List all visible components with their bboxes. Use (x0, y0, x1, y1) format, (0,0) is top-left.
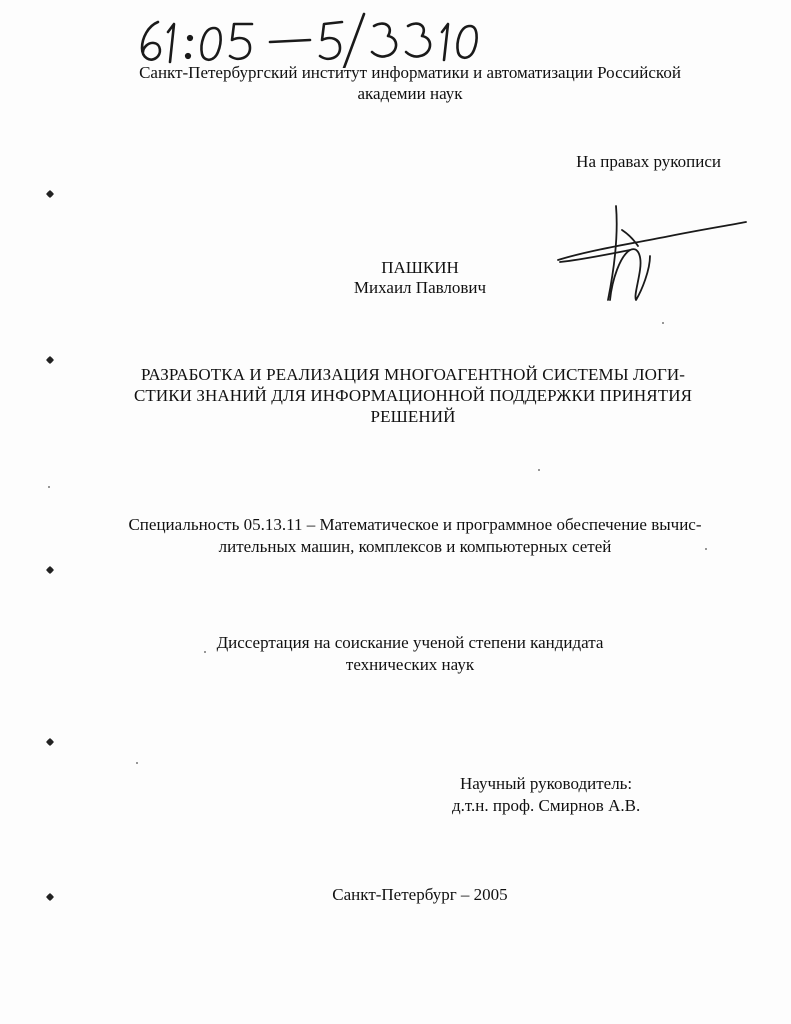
institute-name (100, 62, 720, 104)
advisor-name: д.т.н. проф. Смирнов А.В. (452, 796, 641, 815)
scan-speck (705, 548, 707, 550)
title-line-3: РЕШЕНИЙ (370, 407, 456, 426)
advisor-label: Научный руководитель: (460, 774, 633, 793)
scan-speck (538, 469, 540, 471)
manuscript-rights-note: На правах рукописи (576, 152, 721, 171)
punch-hole-mark-icon (44, 187, 56, 199)
punch-hole-mark-icon (44, 563, 56, 575)
degree-line-1: Диссертация на соискание ученой степени кандидата (216, 633, 604, 652)
city-and-year: Санкт-Петербург – 2005 (332, 885, 508, 904)
punch-hole-mark-icon (44, 890, 56, 902)
author-surname: ПАШКИН (381, 258, 459, 277)
institute-line-1: Санкт-Петербургский институт информатики и автоматизации Российской (139, 63, 681, 82)
specialty-line-2: лительных машин, комплексов и компьютерных сетей (218, 537, 612, 556)
specialty-line-1: Специальность 05.13.11 – Математическое и программное обеспечение вычис- (128, 515, 702, 534)
scan-speck (48, 486, 50, 488)
punch-hole-mark-icon (44, 353, 56, 365)
degree-line-2: технических наук (345, 655, 475, 674)
scan-speck (136, 762, 138, 764)
scientific-advisor (452, 773, 640, 817)
handwritten-catalog-number (130, 8, 490, 68)
dissertation-title (115, 364, 711, 427)
institute-line-2: академии наук (357, 84, 463, 103)
title-line-1: РАЗРАБОТКА И РЕАЛИЗАЦИЯ МНОГОАГЕНТНОЙ СИСТЕМЫ ЛОГИ- (140, 365, 686, 384)
punch-hole-mark-icon (44, 735, 56, 747)
scan-speck (662, 322, 664, 324)
degree-statement (130, 632, 690, 676)
title-line-2: СТИКИ ЗНАНИЙ ДЛЯ ИНФОРМАЦИОННОЙ ПОДДЕРЖКИ ПРИНЯТИЯ (133, 386, 693, 405)
scan-speck (204, 651, 206, 653)
author-given-name: Михаил Павлович (353, 278, 487, 297)
specialty-statement (115, 514, 715, 558)
